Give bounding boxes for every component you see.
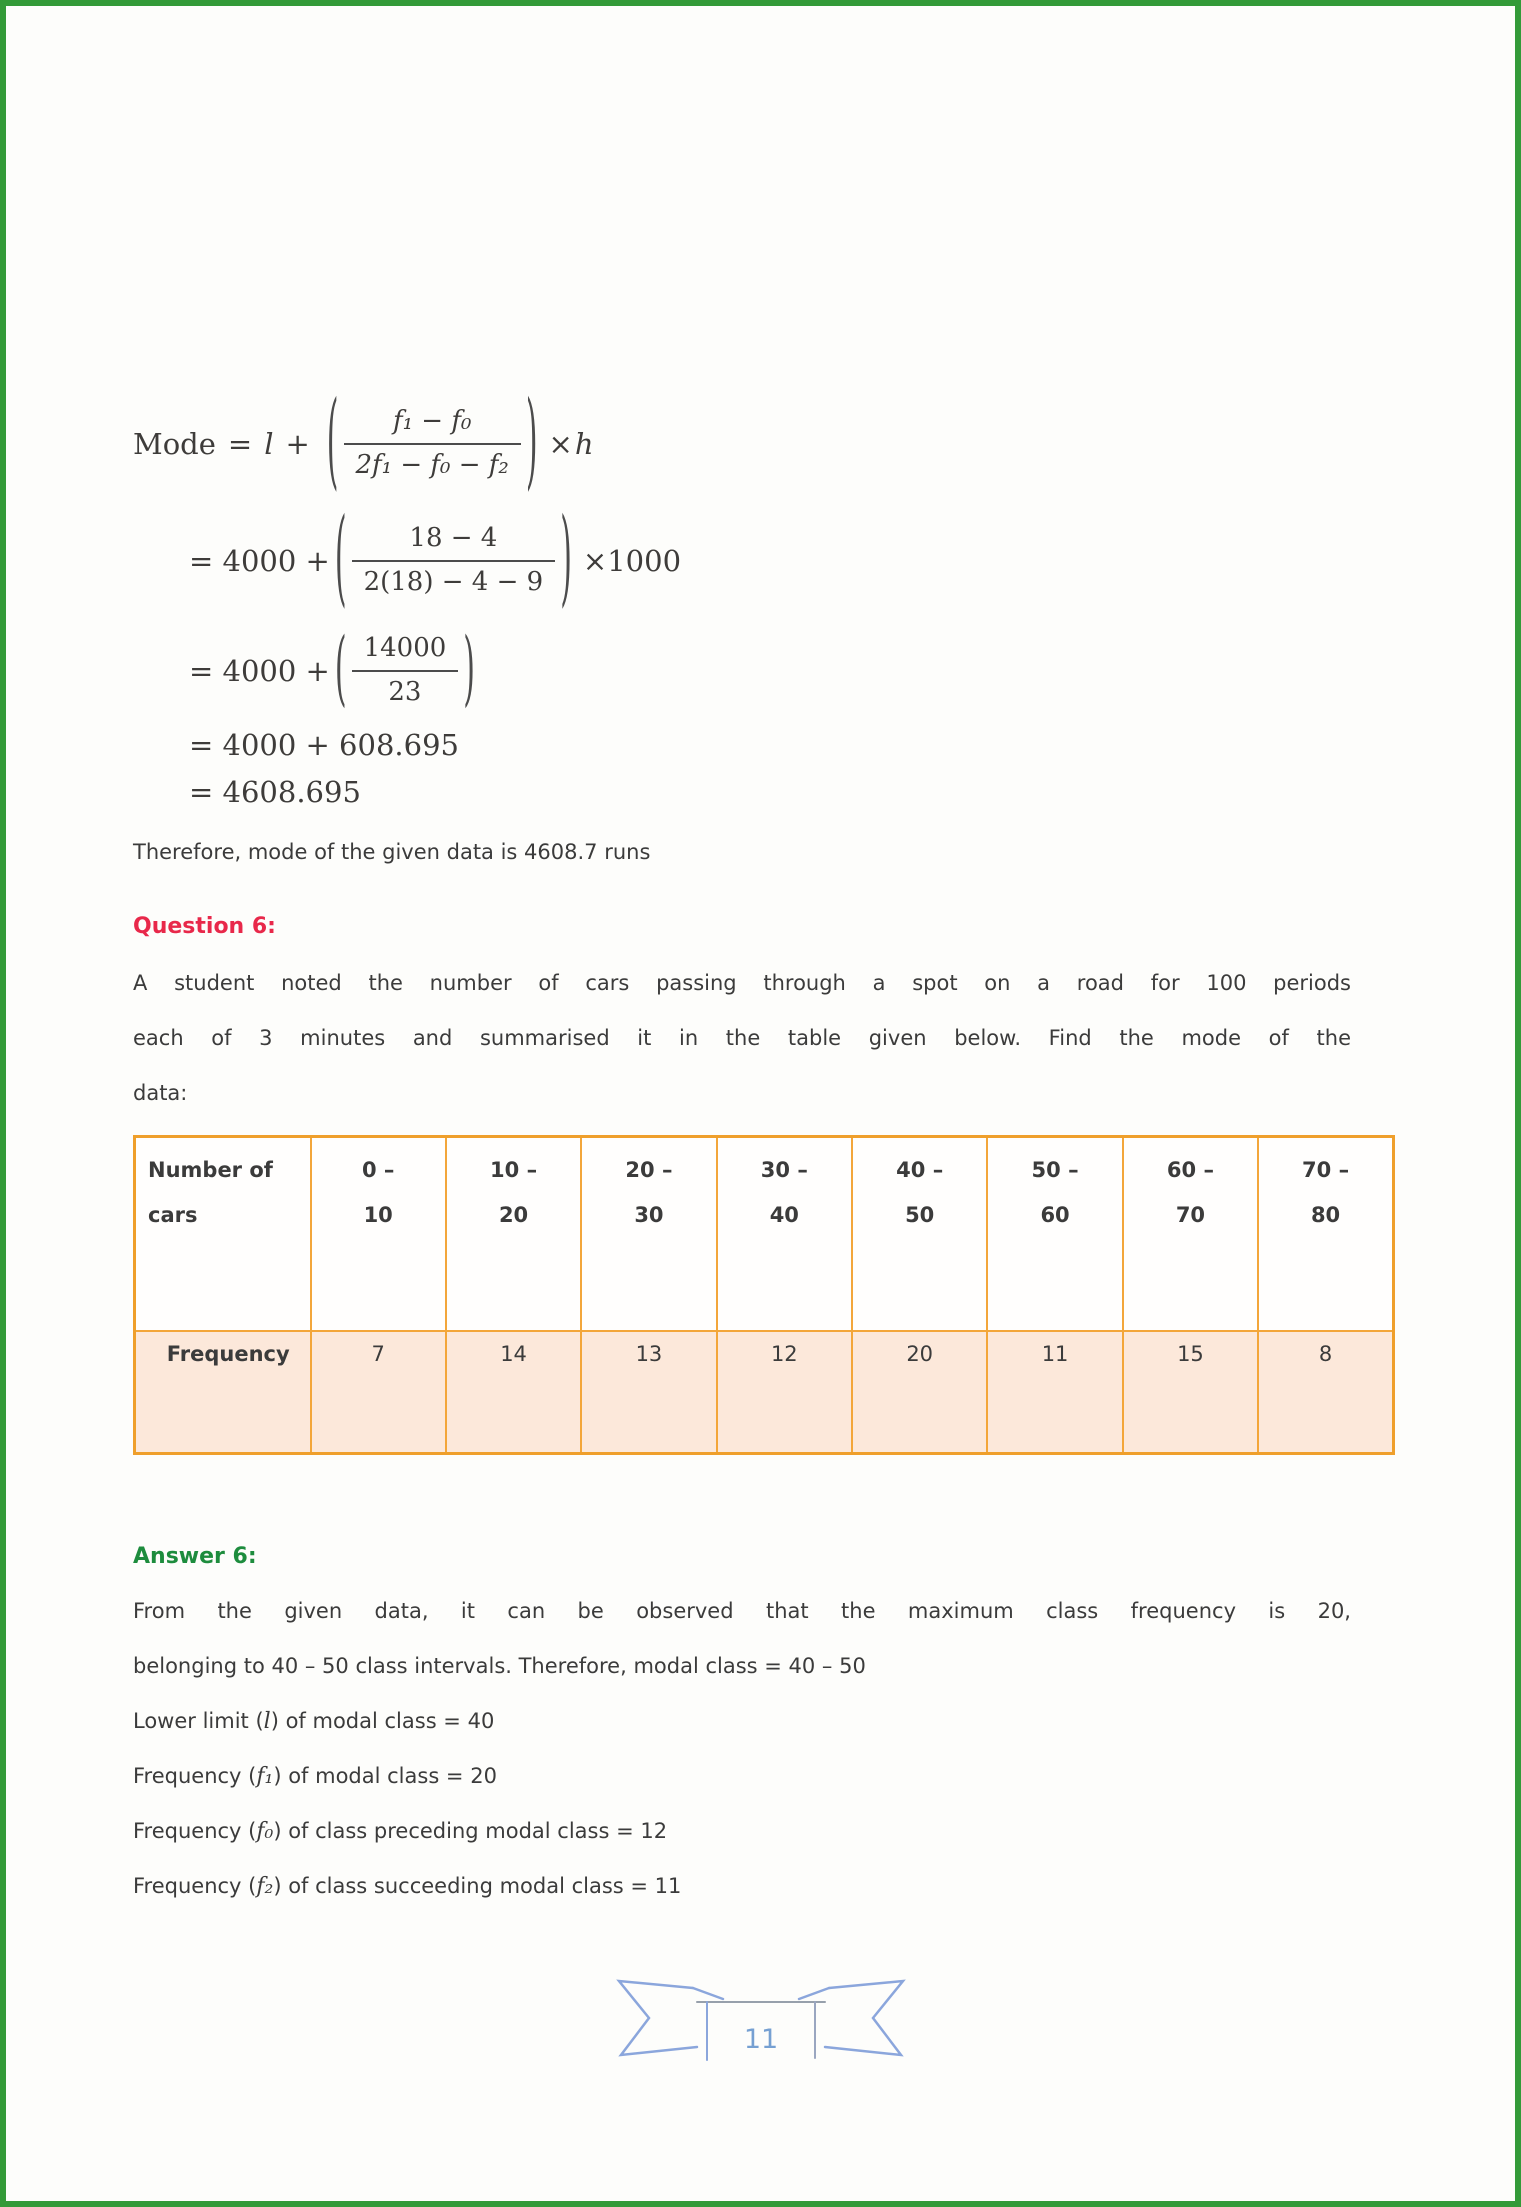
ribbon-left-fold xyxy=(693,1988,723,1999)
lower-limit-var: l xyxy=(264,426,274,461)
mode-fraction xyxy=(344,405,521,483)
mode-formula-block xyxy=(133,380,1515,815)
formula-line-mode xyxy=(133,380,1515,503)
var-l: l xyxy=(263,1709,271,1734)
frequency-cell-30-40: 12 xyxy=(717,1331,852,1454)
mode-conclusion-text: Therefore, mode of the given data is 4608.7 runs xyxy=(133,840,651,864)
formula-line-decimal: = 4000 + 608.695 xyxy=(189,727,459,762)
question-line-1: A student noted the number of cars passing through a spot on a road for 100 periods xyxy=(133,971,1351,995)
interval-cell-40-50: 40 – 50 xyxy=(852,1137,987,1331)
var-f0: f₀ xyxy=(256,1819,274,1844)
open-paren: ( xyxy=(334,498,347,621)
interval-cell-30-40: 30 – 40 xyxy=(717,1137,852,1331)
var-f2: f₂ xyxy=(256,1874,274,1899)
answer-line-lower-limit: Lower limit (l) of modal class = 40 xyxy=(133,1709,495,1734)
interval-cell-10-20: 10 – 20 xyxy=(446,1137,581,1331)
substituted-fraction xyxy=(352,522,556,600)
fraction-denominator: 23 xyxy=(352,670,459,710)
frequency-cell-0-10: 7 xyxy=(311,1331,446,1454)
frequency-cell-10-20: 14 xyxy=(446,1331,581,1454)
answer-para-line-2: belonging to 40 – 50 class intervals. Therefore, modal class = 40 – 50 xyxy=(133,1654,866,1678)
ribbon-right-flag xyxy=(825,1981,903,2055)
frequency-cell-40-50: 20 xyxy=(852,1331,987,1454)
ribbon-banner-icon xyxy=(611,1976,911,2068)
formula-line-substituted xyxy=(189,498,1515,621)
answer-line-f2: Frequency (f₂) of class succeeding modal class = 11 xyxy=(133,1874,682,1899)
table-frequency-row xyxy=(135,1331,1394,1454)
class-size-var: h xyxy=(574,426,594,461)
frequency-cell-20-30: 13 xyxy=(581,1331,716,1454)
close-paren: ) xyxy=(463,622,475,717)
page-number-ribbon xyxy=(611,1976,911,2068)
frequency-cell-70-80: 8 xyxy=(1258,1331,1393,1454)
close-paren: ) xyxy=(525,380,538,503)
question-line-3: data: xyxy=(133,1081,188,1105)
simplified-fraction xyxy=(352,632,459,710)
ribbon-left-flag xyxy=(619,1981,697,2055)
interval-cell-0-10: 0 – 10 xyxy=(311,1137,446,1331)
frequency-cell-60-70: 15 xyxy=(1123,1331,1258,1454)
equals-4000-plus: = 4000 + xyxy=(189,654,330,688)
times-sign: × xyxy=(548,426,573,461)
plus-sign: + xyxy=(285,426,310,461)
fraction-denominator: 2(18) − 4 − 9 xyxy=(352,560,556,600)
answer-para-line-1: From the given data, it can be observed that the maximum class frequency is 20, xyxy=(133,1599,1351,1623)
answer-line-f0: Frequency (f₀) of class preceding modal class = 12 xyxy=(133,1819,668,1844)
frequency-cell-50-60: 11 xyxy=(987,1331,1122,1454)
open-paren: ( xyxy=(334,622,347,717)
header-cell-number-of-cars: Number of cars xyxy=(135,1137,311,1331)
open-paren: ( xyxy=(326,380,339,503)
times-1000: ×1000 xyxy=(582,544,682,578)
fraction-numerator: f₁ − f₀ xyxy=(392,405,472,436)
answer-line-f1: Frequency (f₁) of modal class = 20 xyxy=(133,1764,497,1789)
question-heading: Question 6: xyxy=(133,914,276,939)
fraction-numerator: 18 − 4 xyxy=(409,523,498,554)
cars-frequency-table xyxy=(133,1135,1395,1455)
table-header-row xyxy=(135,1137,1394,1331)
interval-cell-60-70: 60 – 70 xyxy=(1123,1137,1258,1331)
frequency-label-cell: Frequency xyxy=(135,1331,311,1454)
fraction-numerator: 14000 xyxy=(363,633,447,664)
answer-heading: Answer 6: xyxy=(133,1544,257,1569)
interval-cell-70-80: 70 – 80 xyxy=(1258,1137,1393,1331)
question-line-2: each of 3 minutes and summarised it in the table given below. Find the mode of the xyxy=(133,1026,1351,1050)
formula-mode-label: Mode xyxy=(133,426,216,461)
formula-line-result: = 4608.695 xyxy=(189,774,361,809)
ribbon-right-fold xyxy=(799,1988,829,1999)
interval-cell-20-30: 20 – 30 xyxy=(581,1137,716,1331)
close-paren: ) xyxy=(560,498,572,621)
interval-cell-50-60: 50 – 60 xyxy=(987,1137,1122,1331)
page-number: 11 xyxy=(743,2024,778,2055)
question-text xyxy=(133,956,1515,1121)
equals-sign: = xyxy=(227,426,253,461)
equals-4000-plus: = 4000 + xyxy=(189,544,330,578)
formula-line-simplified xyxy=(189,621,1515,721)
page-content xyxy=(6,380,1515,1914)
var-f1: f₁ xyxy=(256,1764,274,1789)
answer-text xyxy=(133,1584,1515,1914)
fraction-denominator: 2f₁ − f₀ − f₂ xyxy=(344,443,521,483)
